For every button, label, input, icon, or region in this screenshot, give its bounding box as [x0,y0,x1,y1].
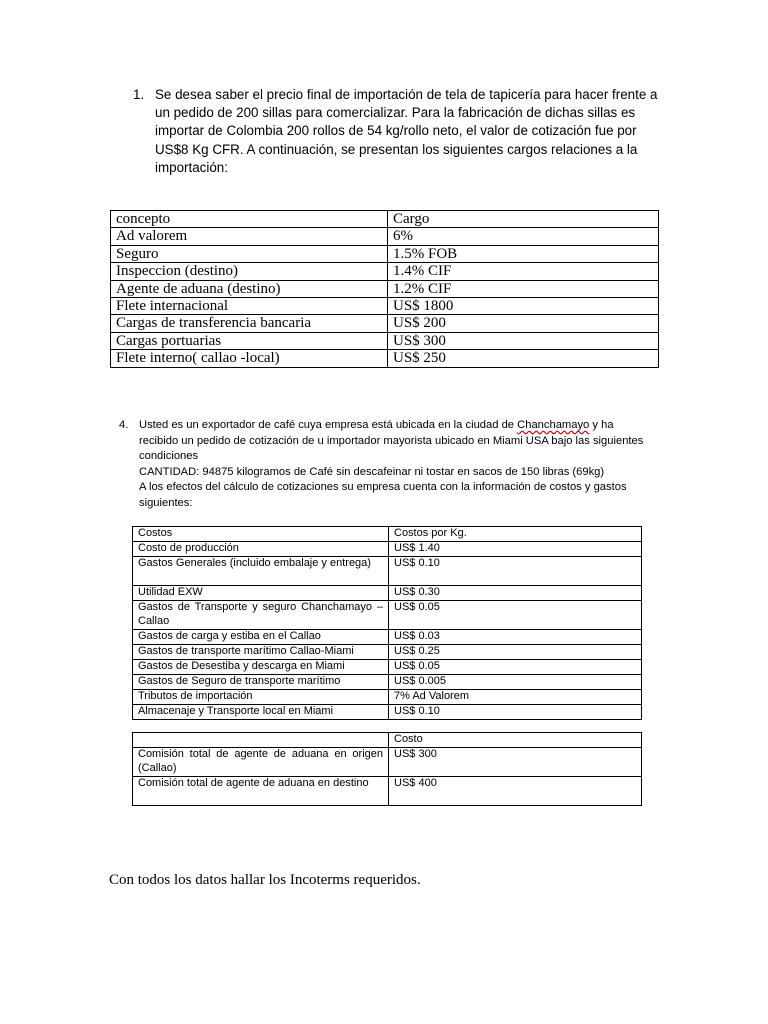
cost-value: US$ 0.10 [389,705,642,720]
table-row [111,315,659,332]
closing-instruction: Con todos los datos hallar los Incoterms requeridos. [109,872,421,888]
cost-value: US$ 1.40 [389,542,642,557]
cost-value: US$ 0.03 [389,630,642,645]
table-row [133,748,642,777]
row-concept: Cargas portuarias [111,332,388,349]
row-charge: 1.4% CIF [388,263,659,280]
table-row [133,586,642,601]
cost-value: US$ 0.25 [389,645,642,660]
table-header-row [133,733,642,748]
header-costos: Costos [133,527,389,542]
table-header-row [111,211,659,228]
commission-value: US$ 400 [389,777,642,806]
row-charge: US$ 250 [388,350,659,367]
commission-item: Comisión total de agente de aduana en destino [133,777,389,806]
question-4-text-end: y ha recibido un pedido de cotización de u importador mayorista ubicado en Miami USA bajo las siguientes condiciones [139,419,644,463]
quantity-line: CANTIDAD: 94875 kilogramos de Café sin descafeinar ni tostar en sacos de 150 libras (69kg) [139,465,605,478]
header-concepto: concepto [111,211,388,228]
commission-value: US$ 300 [389,748,642,777]
row-charge: 1.2% CIF [388,280,659,297]
row-concept: Flete internacional [111,297,388,314]
table-row [133,557,642,586]
commission-item: Comisión total de agente de aduana en origen (Callao) [133,748,389,777]
import-charges-table [110,210,659,368]
question-4-number: 4. [119,419,129,431]
question-1-number: 1. [133,87,145,102]
cost-item: Gastos Generales (incluido embalaje y entrega) [133,557,389,586]
row-concept: Agente de aduana (destino) [111,280,388,297]
row-charge: 6% [388,228,659,245]
table-row [111,245,659,262]
table-row [133,777,642,806]
cost-value: US$ 0.005 [389,675,642,690]
commission-table [132,732,642,806]
question-1-text: Se desea saber el precio final de importación de tela de tapicería para hacer frente a un pedido de 200 sillas para comercializar. Para la fabricación de dichas sillas es importar de Colombia 200 rollos de 54 kg/rollo neto, el valor de cotización fue por US$8 Kg CFR. A continuación, se presentan los siguientes cargos relaciones a la importación: [155,87,658,175]
cost-value: US$ 0.10 [389,557,642,586]
table-row [111,350,659,367]
table-row [111,297,659,314]
table-row [133,630,642,645]
table-row [133,542,642,557]
cost-item: Costo de producción [133,542,389,557]
costs-intro-line: A los efectos del cálculo de cotizaciones su empresa cuenta con la información de costos y gastos siguientes: [139,481,627,509]
export-costs-table [132,526,642,720]
row-concept: Flete interno( callao -local) [111,350,388,367]
cost-item: Utilidad EXW [133,586,389,601]
table-row [133,601,642,630]
table-row [133,645,642,660]
cost-value: US$ 0.05 [389,660,642,675]
header-costos-por-kg: Costos por Kg. [389,527,642,542]
table-row [133,705,642,720]
cost-item: Gastos de Desestiba y descarga en Miami [133,660,389,675]
cost-item: Almacenaje y Transporte local en Miami [133,705,389,720]
question-4 [119,418,649,512]
cost-item: Gastos de Seguro de transporte marítimo [133,675,389,690]
city-name: Chanchamayo [517,419,590,431]
header-cargo: Cargo [388,211,659,228]
table-row [133,660,642,675]
table-header-row [133,527,642,542]
question-4-paragraph [139,418,649,465]
cost-item: Gastos de Transporte y seguro Chanchamayo – Callao [133,601,389,630]
row-concept: Inspeccion (destino) [111,263,388,280]
cost-item: Gastos de transporte marítimo Callao-Miami [133,645,389,660]
cost-value: 7% Ad Valorem [389,690,642,705]
row-charge: US$ 1800 [388,297,659,314]
table-row [133,690,642,705]
table-row [111,332,659,349]
row-concept: Seguro [111,245,388,262]
row-charge: US$ 200 [388,315,659,332]
cost-value: US$ 0.05 [389,601,642,630]
table-row [111,228,659,245]
row-concept: Ad valorem [111,228,388,245]
cost-item: Gastos de carga y estiba en el Callao [133,630,389,645]
row-charge: 1.5% FOB [388,245,659,262]
header-blank-cell [133,733,389,748]
question-1 [133,86,673,177]
table-row [133,675,642,690]
header-costo: Costo [389,733,642,748]
question-4-text-start: Usted es un exportador de café cuya empresa está ubicada en la ciudad de [139,419,518,431]
row-concept: Cargas de transferencia bancaria [111,315,388,332]
cost-value: US$ 0.30 [389,586,642,601]
table-row [111,280,659,297]
row-charge: US$ 300 [388,332,659,349]
table-row [111,263,659,280]
cost-item: Tributos de importación [133,690,389,705]
